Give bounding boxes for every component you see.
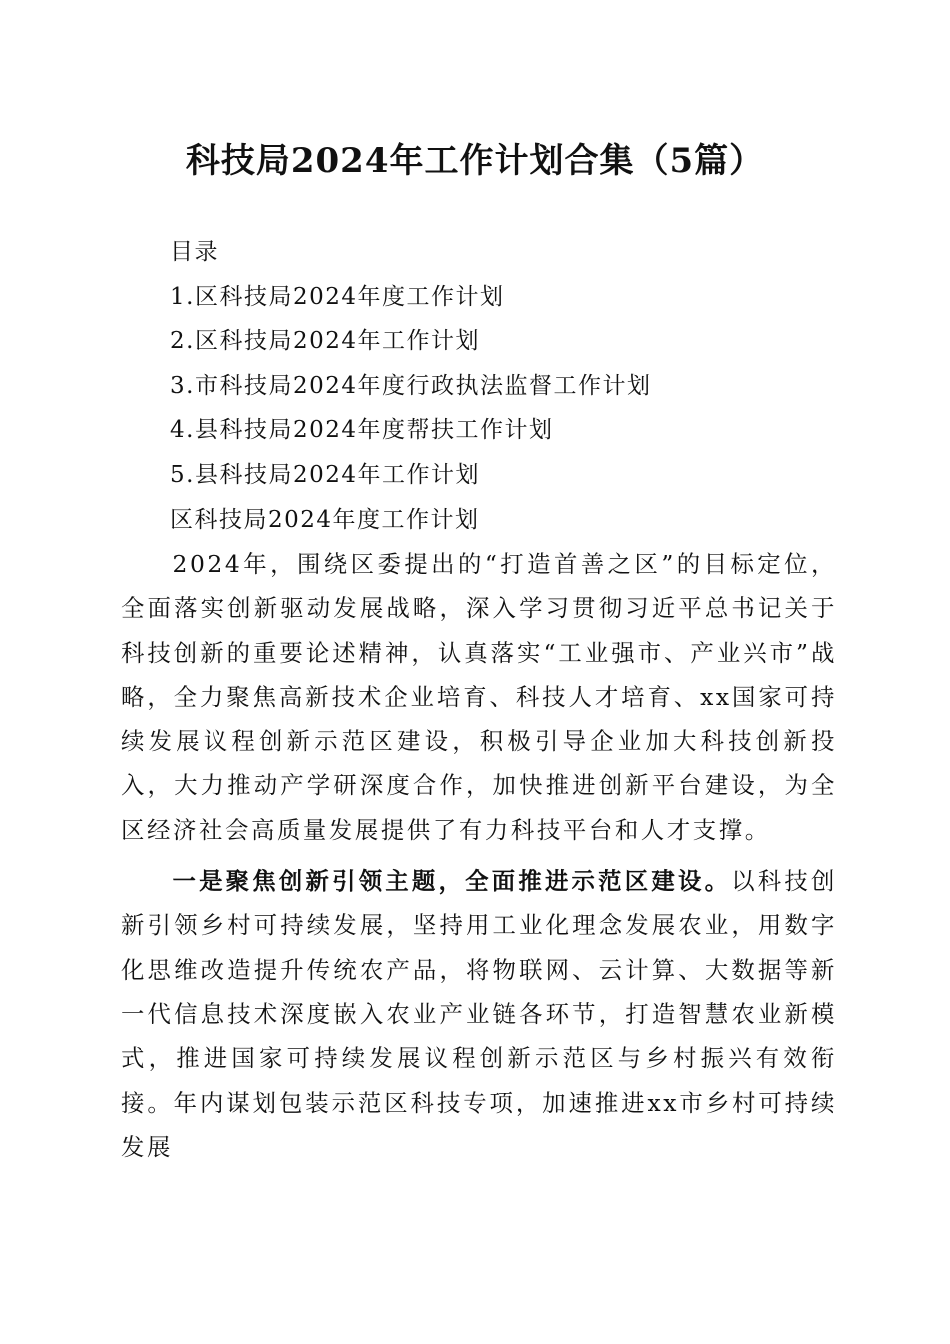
body-paragraph [121,859,837,1169]
document-title: 科技局2024年工作计划合集（5篇） [185,141,765,181]
paragraph-lead-bold: 一是聚焦创新引领主题，全面推进示范区建设。 [172,867,732,896]
document-body [121,542,837,1169]
toc-item: 3.市科技局2024年度行政执法监督工作计划 [170,372,652,399]
paragraph-text: 以科技创新引领乡村可持续发展，坚持用工业化理念发展农业，用数字化思维改造提升传统农产品，将物联网、云计算、大数据等新一代信息技术深度嵌入农业产业链各环节，打造智慧农业新模式，推进国家可持续发展议程创新示范区与乡村振兴有效衔接。年内谋划包装示范区科技专项，加速推进xx市乡村可持续发展 [121,867,837,1161]
toc-item: 4.县科技局2024年度帮扶工作计划 [170,417,554,444]
table-of-contents [170,230,870,542]
toc-item: 5.县科技局2024年工作计划 [170,461,480,488]
toc-item: 1.区科技局2024年度工作计划 [170,283,505,310]
toc-item: 2.区科技局2024年工作计划 [170,328,480,355]
body-paragraph: 2024年，围绕区委提出的“打造首善之区”的目标定位，全面落实创新驱动发展战略，深入学习贯彻习近平总书记关于科技创新的重要论述精神，认真落实“工业强市、产业兴市”战略，全力聚焦高新技术企业培育、科技人才培育、xx国家可持续发展议程创新示范区建设，积极引导企业加大科技创新投入，大力推动产学研深度合作，加快推进创新平台建设，为全区经济社会高质量发展提供了有力科技平台和人才支撑。 [121,550,837,844]
toc-heading: 目录 [170,239,219,265]
section-title: 区科技局2024年度工作计划 [170,506,480,533]
